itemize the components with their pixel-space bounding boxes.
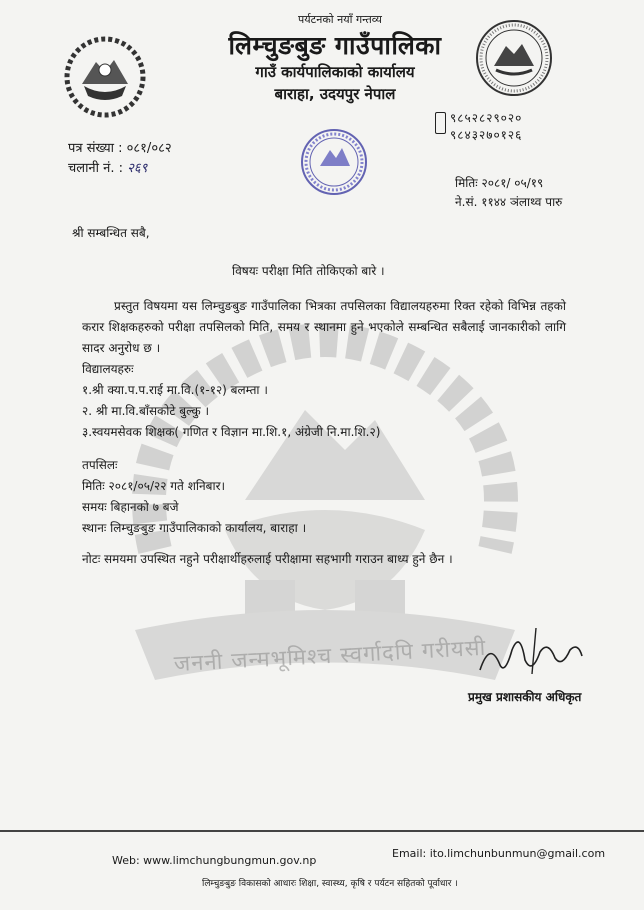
footer-divider (0, 830, 644, 832)
municipality-seal-logo (474, 18, 554, 98)
dispatch-number-value: २६९ (127, 161, 148, 176)
salutation: श्री सम्बन्धित सबै, (72, 226, 150, 240)
date-nepal-sambat: ने.सं. ११४४ ञंलाथ्व पारु (455, 195, 563, 209)
body-paragraph: प्रस्तुत विषयमा यस लिम्चुङबुङ गाउँपालिका भित्रका तपसिलका विद्यालयहरुमा रिक्त रहेको विभिन्न तहको करार शिक्षकहरुको परीक्षा तपसिलको मिति, समय र स्थानमा हुने भएकोले सम्बन्धित सबैलाई जानकारीको लागि सादर अनुरोध छ । (82, 299, 566, 355)
emblem-motto: जननी जन्मभूमिश्च स्वर्गादपि गरीयसी (173, 635, 487, 678)
dispatch-number (68, 158, 147, 176)
schools-label: विद्यालयहरुः (82, 362, 134, 376)
office-address: बाराहा, उदयपुर नेपाल (274, 85, 396, 103)
office-name: गाउँ कार्यपालिकाको कार्यालय (255, 63, 415, 81)
dispatch-number-label: चलानी नं. : (68, 161, 124, 176)
organization-name: लिम्चुङबुङ गाउँपालिका (228, 31, 442, 60)
exam-venue: स्थानः लिम्चुङबुङ गाउँपालिकाको कार्यालय, बाराहा । (82, 521, 307, 535)
date-bs: मितिः २०८१/ ०५/१९ (455, 176, 544, 190)
letter-body (82, 296, 566, 359)
phone-number-2: ९८४३२७०१२६ (450, 128, 523, 142)
letter-number-label: पत्र संख्या : (68, 141, 123, 156)
footer-website: Web: www.limchungbungmun.gov.np (112, 854, 317, 867)
letter-number-value: ०८१/०८२ (126, 141, 172, 156)
details-label: तपसिलः (82, 458, 118, 472)
phone-icon (435, 112, 446, 134)
letter-note: नोटः समयमा उपस्थित नहुने परीक्षार्थीहरुलाई परीक्षामा सहभागी गराउन बाध्य हुने छैन । (82, 552, 453, 566)
office-stamp (298, 126, 370, 198)
phone-number-1: ९८५२८२९०२० (450, 111, 523, 125)
school-item-2: २. श्री मा.वि.बाँसकोटे बुल्कु । (82, 404, 210, 418)
footer-email: Email: ito.limchunbunmun@gmail.com (392, 847, 606, 860)
signatory-title: प्रमुख प्रशासकीय अधिकृत (468, 690, 582, 704)
letterhead-tagline: पर्यटनको नयाँ गन्तव्य (298, 13, 382, 26)
nepal-emblem-logo (64, 36, 146, 118)
letter-subject: विषयः परीक्षा मिति तोकिएको बारे । (232, 264, 385, 278)
signature (470, 620, 590, 680)
letter-number (68, 138, 172, 156)
exam-time: समयः बिहानको ७ बजे (82, 500, 179, 514)
school-item-3: ३.स्वयमसेवक शिक्षक( गणित र विज्ञान मा.शि.१, अंग्रेजी नि.मा.शि.२) (82, 425, 381, 439)
footer-note: लिम्चुङबुङ विकासको आधारः शिक्षा, स्वास्थ्य, कृषि र पर्यटन सहितको पूर्वाधार । (202, 879, 458, 889)
exam-date: मितिः २०८१/०५/२२ गते शनिबार। (82, 479, 226, 493)
school-item-1: १.श्री क्या.प.प.राई मा.वि.(१-१२) बलम्ता । (82, 383, 268, 397)
